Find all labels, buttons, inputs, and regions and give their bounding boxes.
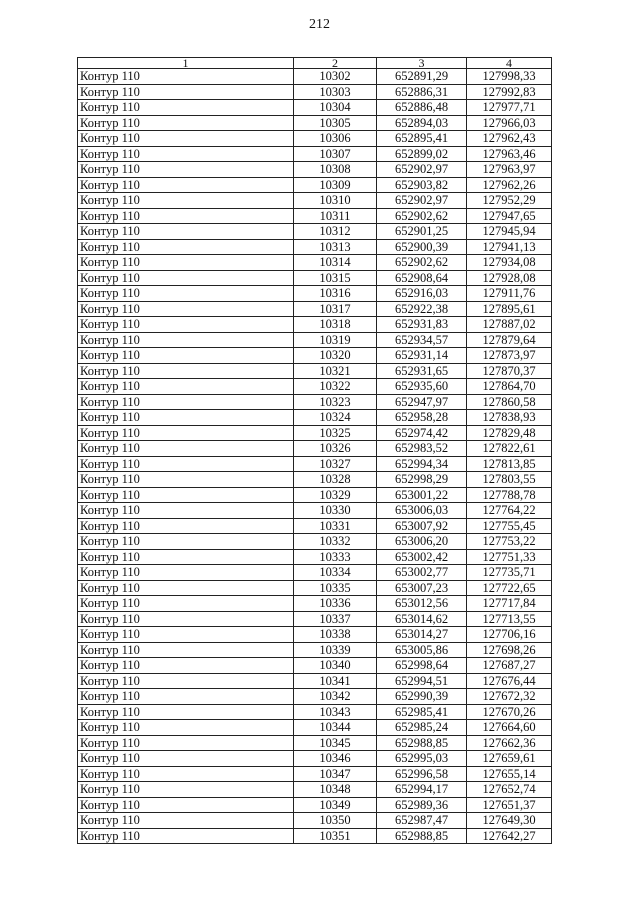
- point-number-cell: 10329: [294, 487, 377, 503]
- contour-name-cell: Контур 110: [78, 813, 294, 829]
- point-number-cell: 10310: [294, 193, 377, 209]
- x-coordinate-cell: 653006,20: [377, 534, 467, 550]
- y-coordinate-cell: 127860,58: [467, 394, 552, 410]
- point-number-cell: 10327: [294, 456, 377, 472]
- x-coordinate-cell: 652902,97: [377, 162, 467, 178]
- table-row: [78, 286, 552, 302]
- x-coordinate-cell: 652931,83: [377, 317, 467, 333]
- table-row: [78, 162, 552, 178]
- table-row: [78, 611, 552, 627]
- x-coordinate-cell: 652934,57: [377, 332, 467, 348]
- x-coordinate-cell: 653002,42: [377, 549, 467, 565]
- point-number-cell: 10309: [294, 177, 377, 193]
- x-coordinate-cell: 652947,97: [377, 394, 467, 410]
- x-coordinate-cell: 652901,25: [377, 224, 467, 240]
- x-coordinate-cell: 653012,56: [377, 596, 467, 612]
- contour-name-cell: Контур 110: [78, 115, 294, 131]
- x-coordinate-cell: 652958,28: [377, 410, 467, 426]
- contour-name-cell: Контур 110: [78, 518, 294, 534]
- x-coordinate-cell: 652908,64: [377, 270, 467, 286]
- table-row: [78, 348, 552, 364]
- y-coordinate-cell: 127952,29: [467, 193, 552, 209]
- table-row: [78, 782, 552, 798]
- x-coordinate-cell: 652900,39: [377, 239, 467, 255]
- contour-name-cell: Контур 110: [78, 255, 294, 271]
- y-coordinate-cell: 127873,97: [467, 348, 552, 364]
- x-coordinate-cell: 653014,27: [377, 627, 467, 643]
- contour-name-cell: Контур 110: [78, 658, 294, 674]
- x-coordinate-cell: 652902,62: [377, 208, 467, 224]
- x-coordinate-cell: 652931,65: [377, 363, 467, 379]
- contour-name-cell: Контур 110: [78, 766, 294, 782]
- y-coordinate-cell: 127998,33: [467, 69, 552, 85]
- table-row: [78, 239, 552, 255]
- contour-name-cell: Контур 110: [78, 177, 294, 193]
- x-coordinate-cell: 652895,41: [377, 131, 467, 147]
- point-number-cell: 10306: [294, 131, 377, 147]
- x-coordinate-cell: 652916,03: [377, 286, 467, 302]
- y-coordinate-cell: 127870,37: [467, 363, 552, 379]
- table-row: [78, 627, 552, 643]
- x-coordinate-cell: 652998,29: [377, 472, 467, 488]
- point-number-cell: 10321: [294, 363, 377, 379]
- point-number-cell: 10304: [294, 100, 377, 116]
- contour-name-cell: Контур 110: [78, 689, 294, 705]
- y-coordinate-cell: 127941,13: [467, 239, 552, 255]
- contour-name-cell: Контур 110: [78, 208, 294, 224]
- y-coordinate-cell: 127676,44: [467, 673, 552, 689]
- contour-name-cell: Контур 110: [78, 673, 294, 689]
- table-row: [78, 100, 552, 116]
- contour-name-cell: Контур 110: [78, 797, 294, 813]
- point-number-cell: 10303: [294, 84, 377, 100]
- point-number-cell: 10313: [294, 239, 377, 255]
- table-row: [78, 534, 552, 550]
- contour-name-cell: Контур 110: [78, 751, 294, 767]
- y-coordinate-cell: 127822,61: [467, 441, 552, 457]
- contour-name-cell: Контур 110: [78, 301, 294, 317]
- point-number-cell: 10332: [294, 534, 377, 550]
- table-row: [78, 642, 552, 658]
- x-coordinate-cell: 652902,97: [377, 193, 467, 209]
- x-coordinate-cell: 652990,39: [377, 689, 467, 705]
- contour-name-cell: Контур 110: [78, 503, 294, 519]
- x-coordinate-cell: 652985,24: [377, 720, 467, 736]
- y-coordinate-cell: 127662,36: [467, 735, 552, 751]
- contour-name-cell: Контур 110: [78, 317, 294, 333]
- y-coordinate-cell: 127803,55: [467, 472, 552, 488]
- point-number-cell: 10316: [294, 286, 377, 302]
- table-row: [78, 146, 552, 162]
- contour-name-cell: Контур 110: [78, 146, 294, 162]
- table-row: [78, 317, 552, 333]
- x-coordinate-cell: 652891,29: [377, 69, 467, 85]
- column-header-3: 3: [377, 58, 467, 69]
- y-coordinate-cell: 127664,60: [467, 720, 552, 736]
- y-coordinate-cell: 127753,22: [467, 534, 552, 550]
- x-coordinate-cell: 652994,51: [377, 673, 467, 689]
- point-number-cell: 10315: [294, 270, 377, 286]
- column-header-1: 1: [78, 58, 294, 69]
- point-number-cell: 10345: [294, 735, 377, 751]
- y-coordinate-cell: 127755,45: [467, 518, 552, 534]
- table-row: [78, 456, 552, 472]
- point-number-cell: 10330: [294, 503, 377, 519]
- table-row: [78, 813, 552, 829]
- contour-name-cell: Контур 110: [78, 456, 294, 472]
- y-coordinate-cell: 127945,94: [467, 224, 552, 240]
- x-coordinate-cell: 652995,03: [377, 751, 467, 767]
- point-number-cell: 10341: [294, 673, 377, 689]
- point-number-cell: 10317: [294, 301, 377, 317]
- contour-name-cell: Контур 110: [78, 425, 294, 441]
- table-row: [78, 363, 552, 379]
- point-number-cell: 10328: [294, 472, 377, 488]
- y-coordinate-cell: 127864,70: [467, 379, 552, 395]
- y-coordinate-cell: 127764,22: [467, 503, 552, 519]
- y-coordinate-cell: 127651,37: [467, 797, 552, 813]
- column-header-4: 4: [467, 58, 552, 69]
- contour-name-cell: Контур 110: [78, 565, 294, 581]
- contour-name-cell: Контур 110: [78, 224, 294, 240]
- y-coordinate-cell: 127706,16: [467, 627, 552, 643]
- point-number-cell: 10336: [294, 596, 377, 612]
- table-row: [78, 177, 552, 193]
- x-coordinate-cell: 652998,64: [377, 658, 467, 674]
- x-coordinate-cell: 652902,62: [377, 255, 467, 271]
- y-coordinate-cell: 127735,71: [467, 565, 552, 581]
- y-coordinate-cell: 127652,74: [467, 782, 552, 798]
- x-coordinate-cell: 653007,23: [377, 580, 467, 596]
- y-coordinate-cell: 127992,83: [467, 84, 552, 100]
- point-number-cell: 10340: [294, 658, 377, 674]
- x-coordinate-cell: 653002,77: [377, 565, 467, 581]
- x-coordinate-cell: 652886,31: [377, 84, 467, 100]
- point-number-cell: 10344: [294, 720, 377, 736]
- y-coordinate-cell: 127670,26: [467, 704, 552, 720]
- point-number-cell: 10351: [294, 828, 377, 844]
- table-row: [78, 84, 552, 100]
- x-coordinate-cell: 653006,03: [377, 503, 467, 519]
- x-coordinate-cell: 653007,92: [377, 518, 467, 534]
- table-row: [78, 580, 552, 596]
- y-coordinate-cell: 127829,48: [467, 425, 552, 441]
- x-coordinate-cell: 652985,41: [377, 704, 467, 720]
- y-coordinate-cell: 127659,61: [467, 751, 552, 767]
- x-coordinate-cell: 652974,42: [377, 425, 467, 441]
- contour-name-cell: Контур 110: [78, 363, 294, 379]
- point-number-cell: 10305: [294, 115, 377, 131]
- x-coordinate-cell: 652994,34: [377, 456, 467, 472]
- y-coordinate-cell: 127879,64: [467, 332, 552, 348]
- y-coordinate-cell: 127928,08: [467, 270, 552, 286]
- x-coordinate-cell: 652899,02: [377, 146, 467, 162]
- contour-name-cell: Контур 110: [78, 69, 294, 85]
- table-row: [78, 689, 552, 705]
- x-coordinate-cell: 652886,48: [377, 100, 467, 116]
- contour-name-cell: Контур 110: [78, 131, 294, 147]
- table-row: [78, 751, 552, 767]
- table-row: [78, 487, 552, 503]
- point-number-cell: 10334: [294, 565, 377, 581]
- table-row: [78, 735, 552, 751]
- contour-name-cell: Контур 110: [78, 828, 294, 844]
- table-row: [78, 224, 552, 240]
- y-coordinate-cell: 127687,27: [467, 658, 552, 674]
- point-number-cell: 10319: [294, 332, 377, 348]
- x-coordinate-cell: 653001,22: [377, 487, 467, 503]
- point-number-cell: 10314: [294, 255, 377, 271]
- y-coordinate-cell: 127838,93: [467, 410, 552, 426]
- table-row: [78, 270, 552, 286]
- point-number-cell: 10307: [294, 146, 377, 162]
- contour-name-cell: Контур 110: [78, 100, 294, 116]
- x-coordinate-cell: 652903,82: [377, 177, 467, 193]
- x-coordinate-cell: 652894,03: [377, 115, 467, 131]
- table-row: [78, 69, 552, 85]
- y-coordinate-cell: 127934,08: [467, 255, 552, 271]
- y-coordinate-cell: 127788,78: [467, 487, 552, 503]
- point-number-cell: 10320: [294, 348, 377, 364]
- table-row: [78, 658, 552, 674]
- contour-name-cell: Контур 110: [78, 332, 294, 348]
- table-row: [78, 472, 552, 488]
- contour-name-cell: Контур 110: [78, 410, 294, 426]
- x-coordinate-cell: 652987,47: [377, 813, 467, 829]
- contour-name-cell: Контур 110: [78, 379, 294, 395]
- contour-name-cell: Контур 110: [78, 704, 294, 720]
- table-row: [78, 720, 552, 736]
- contour-name-cell: Контур 110: [78, 394, 294, 410]
- contour-name-cell: Контур 110: [78, 239, 294, 255]
- y-coordinate-cell: 127966,03: [467, 115, 552, 131]
- y-coordinate-cell: 127887,02: [467, 317, 552, 333]
- y-coordinate-cell: 127963,97: [467, 162, 552, 178]
- y-coordinate-cell: 127642,27: [467, 828, 552, 844]
- contour-name-cell: Контур 110: [78, 782, 294, 798]
- y-coordinate-cell: 127962,26: [467, 177, 552, 193]
- x-coordinate-cell: 652989,36: [377, 797, 467, 813]
- contour-name-cell: Контур 110: [78, 487, 294, 503]
- point-number-cell: 10311: [294, 208, 377, 224]
- header-row: [78, 58, 552, 69]
- point-number-cell: 10338: [294, 627, 377, 643]
- table-row: [78, 394, 552, 410]
- point-number-cell: 10347: [294, 766, 377, 782]
- table-row: [78, 441, 552, 457]
- contour-name-cell: Контур 110: [78, 270, 294, 286]
- y-coordinate-cell: 127947,65: [467, 208, 552, 224]
- y-coordinate-cell: 127698,26: [467, 642, 552, 658]
- point-number-cell: 10337: [294, 611, 377, 627]
- point-number-cell: 10308: [294, 162, 377, 178]
- x-coordinate-cell: 652983,52: [377, 441, 467, 457]
- table-row: [78, 332, 552, 348]
- contour-name-cell: Контур 110: [78, 627, 294, 643]
- point-number-cell: 10331: [294, 518, 377, 534]
- coordinates-table: [77, 57, 552, 844]
- table-row: [78, 828, 552, 844]
- y-coordinate-cell: 127717,84: [467, 596, 552, 612]
- y-coordinate-cell: 127672,32: [467, 689, 552, 705]
- y-coordinate-cell: 127911,76: [467, 286, 552, 302]
- x-coordinate-cell: 652988,85: [377, 735, 467, 751]
- point-number-cell: 10343: [294, 704, 377, 720]
- table-row: [78, 425, 552, 441]
- contour-name-cell: Контур 110: [78, 534, 294, 550]
- table-row: [78, 301, 552, 317]
- table-row: [78, 549, 552, 565]
- contour-name-cell: Контур 110: [78, 720, 294, 736]
- table-row: [78, 797, 552, 813]
- point-number-cell: 10333: [294, 549, 377, 565]
- contour-name-cell: Контур 110: [78, 611, 294, 627]
- y-coordinate-cell: 127751,33: [467, 549, 552, 565]
- contour-name-cell: Контур 110: [78, 84, 294, 100]
- x-coordinate-cell: 652988,85: [377, 828, 467, 844]
- y-coordinate-cell: 127962,43: [467, 131, 552, 147]
- x-coordinate-cell: 653014,62: [377, 611, 467, 627]
- contour-name-cell: Контур 110: [78, 472, 294, 488]
- y-coordinate-cell: 127655,14: [467, 766, 552, 782]
- y-coordinate-cell: 127895,61: [467, 301, 552, 317]
- table-body: [78, 69, 552, 844]
- y-coordinate-cell: 127713,55: [467, 611, 552, 627]
- point-number-cell: 10318: [294, 317, 377, 333]
- point-number-cell: 10312: [294, 224, 377, 240]
- y-coordinate-cell: 127722,65: [467, 580, 552, 596]
- point-number-cell: 10335: [294, 580, 377, 596]
- contour-name-cell: Контур 110: [78, 348, 294, 364]
- contour-name-cell: Контур 110: [78, 193, 294, 209]
- contour-name-cell: Контур 110: [78, 596, 294, 612]
- table-row: [78, 115, 552, 131]
- table-row: [78, 596, 552, 612]
- table-row: [78, 410, 552, 426]
- point-number-cell: 10339: [294, 642, 377, 658]
- x-coordinate-cell: 652935,60: [377, 379, 467, 395]
- x-coordinate-cell: 653005,86: [377, 642, 467, 658]
- table-row: [78, 565, 552, 581]
- point-number-cell: 10302: [294, 69, 377, 85]
- table-row: [78, 379, 552, 395]
- x-coordinate-cell: 652931,14: [377, 348, 467, 364]
- column-header-2: 2: [294, 58, 377, 69]
- contour-name-cell: Контур 110: [78, 580, 294, 596]
- point-number-cell: 10323: [294, 394, 377, 410]
- x-coordinate-cell: 652922,38: [377, 301, 467, 317]
- point-number-cell: 10349: [294, 797, 377, 813]
- y-coordinate-cell: 127649,30: [467, 813, 552, 829]
- page-number: 212: [309, 17, 330, 32]
- table-row: [78, 518, 552, 534]
- point-number-cell: 10350: [294, 813, 377, 829]
- table-row: [78, 766, 552, 782]
- point-number-cell: 10346: [294, 751, 377, 767]
- point-number-cell: 10324: [294, 410, 377, 426]
- y-coordinate-cell: 127813,85: [467, 456, 552, 472]
- point-number-cell: 10348: [294, 782, 377, 798]
- table-row: [78, 208, 552, 224]
- contour-name-cell: Контур 110: [78, 642, 294, 658]
- x-coordinate-cell: 652994,17: [377, 782, 467, 798]
- table-row: [78, 704, 552, 720]
- point-number-cell: 10325: [294, 425, 377, 441]
- table-row: [78, 673, 552, 689]
- table-row: [78, 503, 552, 519]
- contour-name-cell: Контур 110: [78, 735, 294, 751]
- table-row: [78, 255, 552, 271]
- y-coordinate-cell: 127963,46: [467, 146, 552, 162]
- contour-name-cell: Контур 110: [78, 162, 294, 178]
- point-number-cell: 10342: [294, 689, 377, 705]
- point-number-cell: 10322: [294, 379, 377, 395]
- table-row: [78, 131, 552, 147]
- contour-name-cell: Контур 110: [78, 441, 294, 457]
- x-coordinate-cell: 652996,58: [377, 766, 467, 782]
- y-coordinate-cell: 127977,71: [467, 100, 552, 116]
- table-row: [78, 193, 552, 209]
- point-number-cell: 10326: [294, 441, 377, 457]
- contour-name-cell: Контур 110: [78, 549, 294, 565]
- contour-name-cell: Контур 110: [78, 286, 294, 302]
